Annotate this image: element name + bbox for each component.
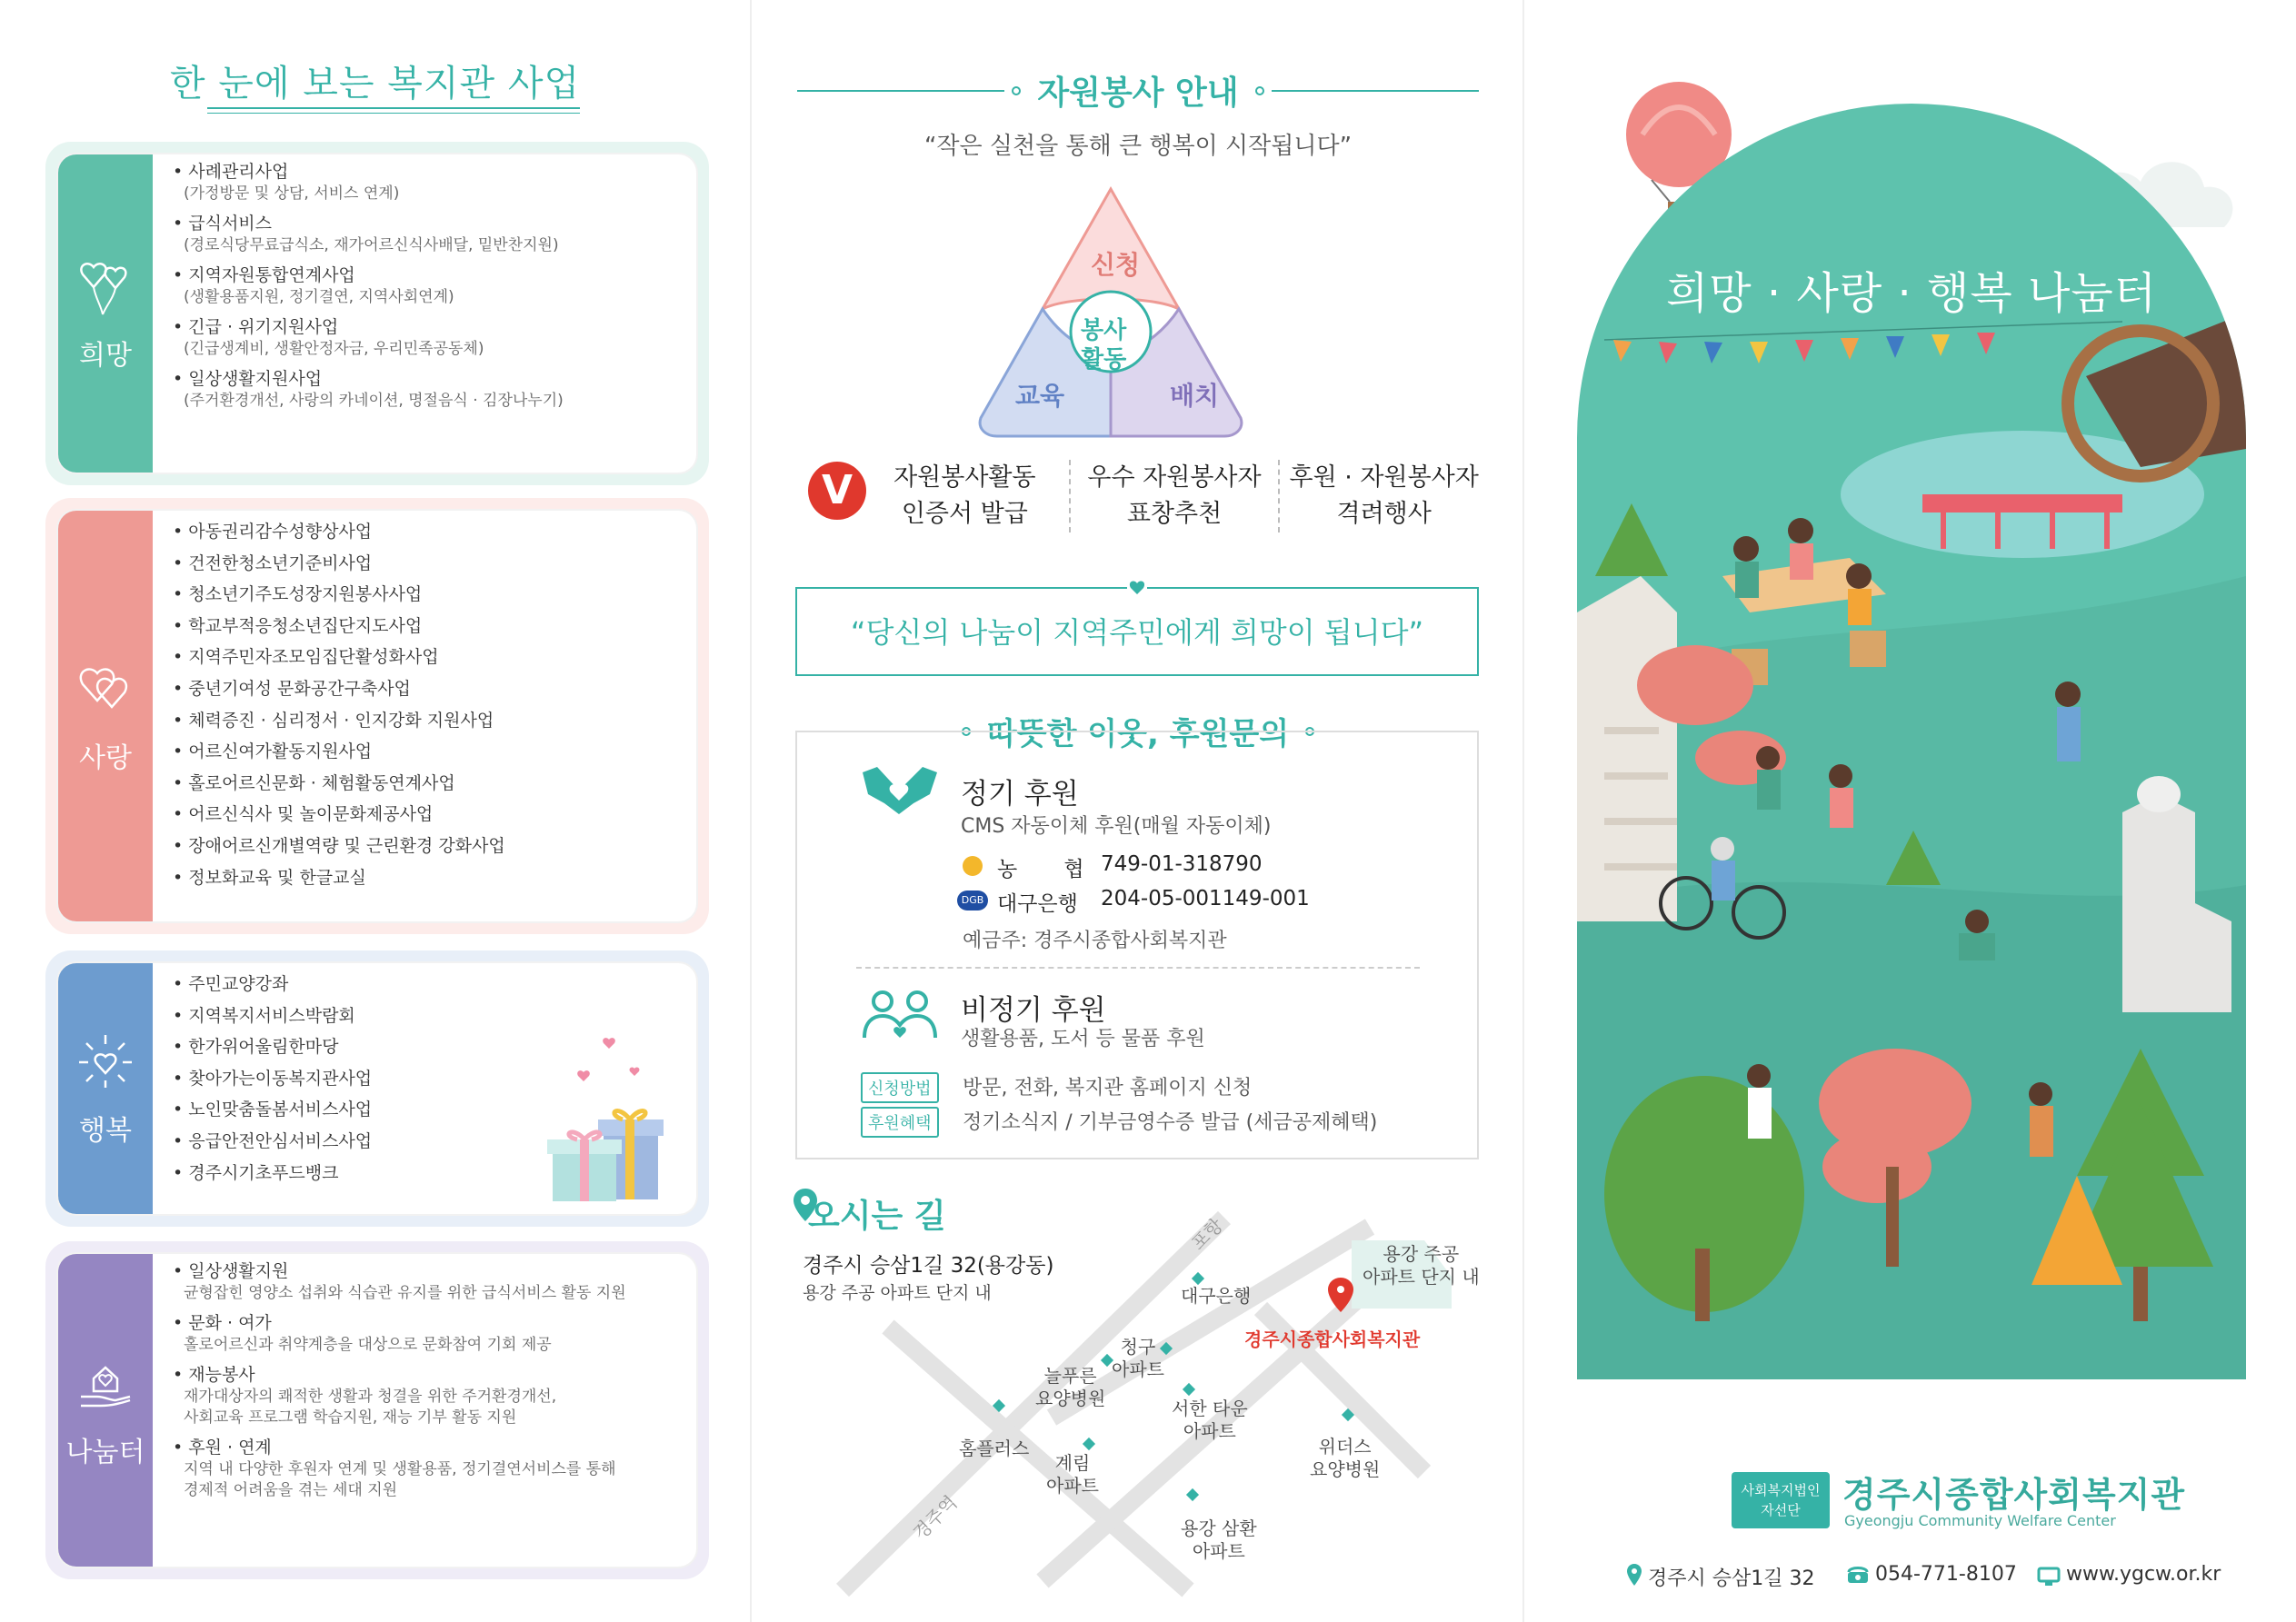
- program-item-title: • 급식서비스: [173, 214, 272, 234]
- account-number-2: 204-05-001149-001: [1101, 887, 1310, 911]
- program-item-detail: 균형잡힌 영양소 섭취와 식습관 유지를 위한 급식서비스 활동 지원: [184, 1284, 626, 1302]
- program-item-title: • 체력증진 · 심리정서 · 인지강화 지원사업: [173, 711, 494, 731]
- volunteer-support-panel: [750, 0, 1522, 1622]
- account-holder: 예금주: 경주시종합사회복지관: [963, 930, 1227, 952]
- program-item: [173, 611, 691, 642]
- support-title: 따뜻한 이웃, 후원문의: [986, 716, 1290, 752]
- triangle-right-label: 배치: [1170, 381, 1220, 411]
- program-item-title: • 어르신식사 및 놀이문화제공사업: [173, 804, 433, 824]
- volunteer-title: 자원봉사 안내: [1037, 75, 1239, 112]
- benefit-award: 우수 자원봉사자 표창추천: [1069, 460, 1279, 532]
- program-item: [173, 315, 691, 360]
- program-item: [173, 548, 691, 580]
- volunteer-heading: [797, 67, 1479, 114]
- section-love-list: [173, 516, 691, 893]
- program-item-title: • 지역복지서비스박람회: [173, 1006, 355, 1026]
- gift-boxes-icon: [545, 1032, 673, 1205]
- program-item-title: • 정보화교육 및 한글교실: [173, 868, 366, 888]
- benefit-tag: 후원혜택: [861, 1107, 939, 1138]
- map-label-yonggang-jugong: 용강 주공 아파트 단지 내: [1363, 1243, 1480, 1288]
- account-number-1: 749-01-318790: [1101, 852, 1263, 876]
- program-item-title: • 일상생활지원사업: [173, 369, 322, 389]
- address-pin-icon: [1626, 1563, 1642, 1590]
- program-item-detail: (가정방문 및 상담, 서비스 연계): [184, 184, 400, 203]
- map-label-seohan: 서한 타운 아파트: [1172, 1398, 1248, 1442]
- program-item-title: • 경주시기초푸드뱅크: [173, 1163, 338, 1183]
- program-item: [173, 367, 691, 412]
- program-item: [173, 1000, 691, 1032]
- apply-method-tag: 신청방법: [861, 1072, 939, 1103]
- program-item-title: • 건전한청소년기준비사업: [173, 553, 372, 573]
- program-item-title: • 긴급 · 위기지원사업: [173, 317, 338, 337]
- program-item-title: • 한가위어울림한마당: [173, 1037, 338, 1057]
- people-heart-icon: [861, 989, 939, 1041]
- map-label-gyeongju-station: 경주역: [908, 1491, 962, 1545]
- org-name-en: Gyeongju Community Welfare Center: [1844, 1512, 2116, 1529]
- title-underline: [207, 107, 580, 109]
- program-item: [173, 1311, 691, 1356]
- program-item: [173, 160, 691, 204]
- section-love-header: [58, 511, 153, 921]
- foundation-badge: 사회복지법인 자선단: [1732, 1472, 1830, 1528]
- program-item-detail: (주거환경개선, 사랑의 카네이션, 명절음식 · 김장나누기): [184, 392, 564, 410]
- program-item-title: • 문화 · 여가: [173, 1313, 272, 1333]
- title-underline-2: [207, 113, 580, 114]
- program-item: [173, 705, 691, 737]
- map-label-samhwan: 용강 삼환 아파트: [1181, 1518, 1257, 1562]
- org-name: 경주시종합사회복지관: [1842, 1475, 2186, 1515]
- map-label-cheonggu: 청구 아파트: [1112, 1336, 1164, 1380]
- program-item: [173, 862, 691, 894]
- program-item-title: • 일상생활지원: [173, 1261, 288, 1281]
- section-love-label: 사랑: [79, 742, 132, 774]
- section-sharing-header: [58, 1254, 153, 1567]
- sun-heart-icon: [74, 1030, 137, 1093]
- map-label-widus: 위더스 요양병원: [1310, 1436, 1381, 1480]
- triangle-left-label: 교육: [1015, 381, 1065, 411]
- triangle-top-label: 신청: [1091, 250, 1141, 280]
- program-item-detail: (생활용품지원, 정기결연, 지역사회연계): [184, 288, 454, 306]
- directions-title: 오시는 길: [808, 1198, 946, 1235]
- apply-method-value: 방문, 전화, 복지관 홈페이지 신청: [963, 1077, 1253, 1100]
- program-item: [173, 768, 691, 800]
- program-item-title: • 청소년기주도성장지원봉사사업: [173, 584, 422, 604]
- section-love: [45, 498, 709, 934]
- regular-support-sub: CMS 자동이체 후원(매월 자동이체): [961, 815, 1272, 838]
- heading-dot: [1012, 86, 1021, 95]
- cover-panel: [1522, 0, 2296, 1622]
- program-item-title: • 사례관리사업: [173, 162, 288, 182]
- program-item-title: • 장애어르신개별역량 및 근린환경 강화사업: [173, 836, 505, 856]
- map-label-daegu-bank: 대구은행: [1181, 1285, 1252, 1307]
- section-hope-list: [173, 160, 691, 419]
- program-item-title: • 어르신여가활동지원사업: [173, 741, 372, 761]
- section-hope-label: 희망: [79, 340, 132, 372]
- map-label-pohang: 포항: [1186, 1213, 1228, 1255]
- contact-phone[interactable]: 054-771-8107: [1875, 1563, 2017, 1586]
- dgb-logo-icon: DGB: [957, 891, 988, 911]
- section-happiness-header: [58, 963, 153, 1214]
- volunteer-v-icon: V: [808, 462, 866, 520]
- bank-name-1: 농 협: [997, 858, 1084, 881]
- section-hope: [45, 142, 709, 485]
- contact-website[interactable]: www.ygcw.or.kr: [2066, 1563, 2221, 1586]
- bank-name-2: 대구은행: [997, 892, 1078, 916]
- program-item: [173, 1436, 691, 1501]
- program-item: [173, 579, 691, 611]
- program-item: [173, 1363, 691, 1428]
- directions-address: 경주시 승삼1길 32(용강동): [803, 1254, 1054, 1278]
- heading-dot: [1255, 86, 1264, 95]
- volunteer-benefits: [806, 460, 1488, 532]
- contact-address: 경주시 승삼1길 32: [1648, 1567, 1815, 1590]
- program-item-title: • 찾아가는이동복지관사업: [173, 1069, 372, 1089]
- heading-line: [1272, 90, 1479, 92]
- program-item: [173, 264, 691, 308]
- programs-panel: [0, 0, 750, 1622]
- heart-icon: [1127, 578, 1147, 598]
- program-item: [173, 736, 691, 768]
- program-item-title: • 지역주민자조모임집단활성화사업: [173, 647, 439, 667]
- phone-icon: [1846, 1565, 1870, 1588]
- program-item-detail: 홀로어르신과 취약계층을 대상으로 문화참여 기회 제공: [184, 1336, 552, 1354]
- program-item: [173, 516, 691, 548]
- program-item-title: • 노인맞춤돌봄서비스사업: [173, 1100, 372, 1119]
- program-item-detail: 재가대상자의 쾌적한 생활과 청결을 위한 주거환경개선, 사회교육 프로그램 학습지원, 재능 기부 활동 지원: [184, 1388, 557, 1427]
- two-hearts-icon: [74, 657, 137, 721]
- program-item: [173, 642, 691, 673]
- program-item-title: • 아동권리감수성향상사업: [173, 522, 372, 542]
- map-label-homeplus: 홈플러스: [959, 1438, 1030, 1459]
- section-sharing-list: [173, 1259, 691, 1508]
- triangle-center-label: 봉사 활동: [1081, 317, 1127, 373]
- volunteer-quote: “작은 실천을 통해 큰 행복이 시작됩니다”: [923, 133, 1353, 160]
- map-label-neulpureun: 늘푸른 요양병원: [1035, 1365, 1106, 1409]
- heading-line: [797, 90, 1004, 92]
- program-item-title: • 홀로어르신문화 · 체험활동연계사업: [173, 773, 455, 793]
- program-item-title: • 재능봉사: [173, 1365, 255, 1385]
- program-item: [173, 831, 691, 862]
- cover-title: 희망 · 사랑 · 행복 나눔터: [1665, 268, 2158, 319]
- benefit-value: 정기소식지 / 기부금영수증 발급 (세금공제혜택): [963, 1111, 1378, 1134]
- map-label-center: 경주시종합사회복지관: [1244, 1328, 1421, 1350]
- directions-address-sub: 용강 주공 아파트 단지 내: [803, 1283, 992, 1303]
- program-item-detail: (긴급생계비, 생활안정자금, 우리민족공동체): [184, 340, 484, 358]
- program-item-title: • 지역자원통합연계사업: [173, 265, 355, 285]
- program-item-title: • 중년기여성 문화공간구축사업: [173, 679, 411, 699]
- program-item-detail: (경로식당무료급식소, 재가어르신식사배달, 밑반찬지원): [184, 236, 559, 254]
- program-item: [173, 969, 691, 1000]
- program-item-title: • 학교부적응청소년집단지도사업: [173, 616, 422, 636]
- regular-support-title: 정기 후원: [961, 778, 1079, 811]
- program-item-title: • 주민교양강좌: [173, 974, 288, 994]
- program-item-title: • 응급안전안심서비스사업: [173, 1131, 372, 1151]
- hands-heart-icon: [859, 763, 941, 818]
- section-happiness-label: 행복: [79, 1115, 132, 1147]
- program-item: [173, 799, 691, 831]
- hand-house-icon: [74, 1351, 137, 1415]
- map-label-gyerim: 계림 아파트: [1046, 1452, 1099, 1497]
- section-happiness: [45, 950, 709, 1227]
- programs-title: 한 눈에 보는 복지관 사업: [169, 63, 581, 104]
- program-item: [173, 673, 691, 705]
- program-item: [173, 212, 691, 256]
- program-item: [173, 1259, 691, 1304]
- program-item-detail: 지역 내 다양한 후원자 연계 및 생활용품, 정기결연서비스를 통해 경제적 어려움을 겪는 세대 지원: [184, 1460, 616, 1499]
- sharing-quote: “당신의 나눔이 지역주민에게 희망이 됩니다”: [795, 587, 1479, 676]
- nonghyup-logo-icon: [963, 856, 983, 876]
- divider: [856, 967, 1420, 969]
- irregular-support-sub: 생활용품, 도서 등 물품 후원: [961, 1028, 1205, 1050]
- monitor-icon: [2037, 1567, 2061, 1590]
- benefit-event: 후원 · 자원봉사자 격려행사: [1278, 460, 1488, 532]
- section-hope-header: [58, 154, 153, 473]
- program-item-title: • 후원 · 연계: [173, 1438, 272, 1458]
- balloon-hearts-icon: [74, 254, 137, 318]
- benefit-certificate: 자원봉사활동 인증서 발급: [893, 463, 1036, 528]
- section-sharing: [45, 1241, 709, 1579]
- cover-illustration: [1577, 104, 2246, 1379]
- section-sharing-label: 나눔터: [65, 1437, 145, 1468]
- irregular-support-title: 비정기 후원: [961, 994, 1106, 1027]
